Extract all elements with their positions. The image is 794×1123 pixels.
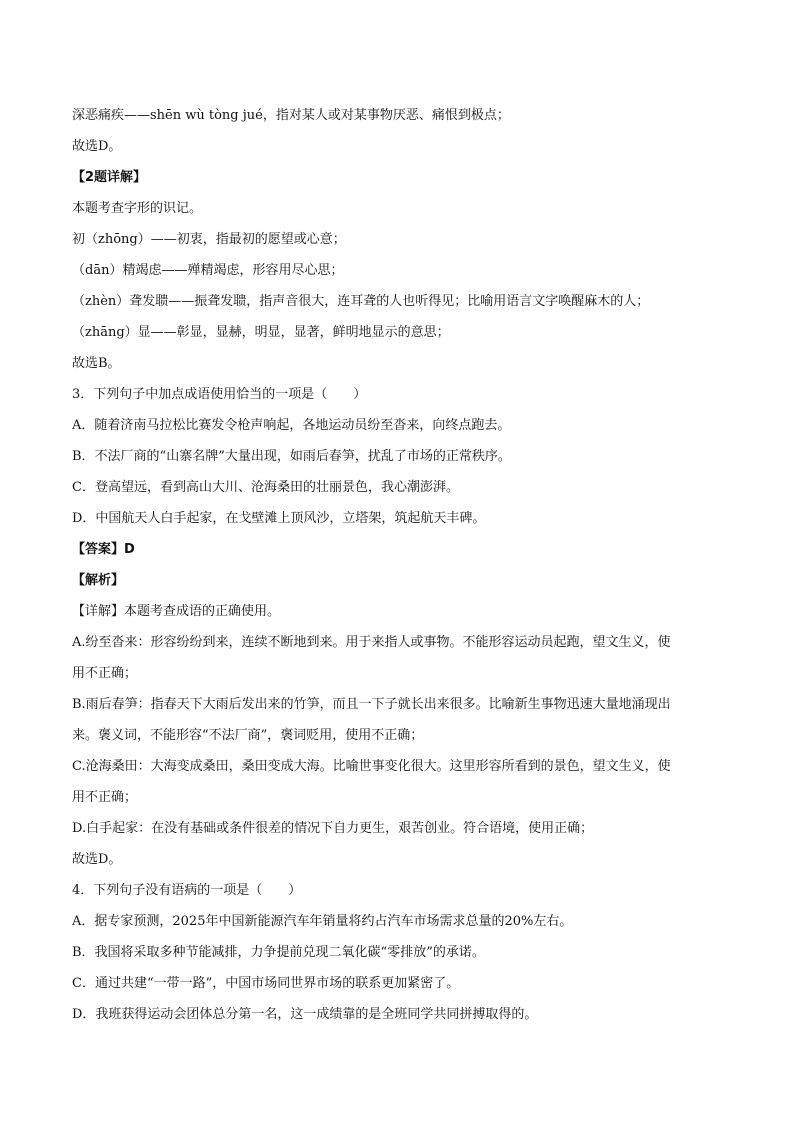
text-line: 深恶痛疾——shēn wù tòng jué，指对某人或对某事物厌恶、痛恨到极点； <box>72 108 510 123</box>
text-line: （zhāng）显——彰显，显赫，明显，显著，鲜明地显示的意思； <box>72 325 450 340</box>
option-a: A．随着济南马拉松比赛发令枪声响起，各地运动员纷至沓来，向终点跑去。 <box>72 418 511 433</box>
text-line: A.纷至沓来：形容纷纷到来，连续不断地到来。用于来指人或事物。不能形容运动员起跑，望文生义，使 <box>72 635 671 650</box>
text-line: 用不正确； <box>72 666 138 681</box>
option-b: B．我国将采取多种节能减排，力争提前兑现二氧化碳“零排放”的承诺。 <box>72 945 485 960</box>
option-d: D．中国航天人白手起家，在戈壁滩上顶风沙，立塔架，筑起航天丰碑。 <box>72 511 486 526</box>
option-b: B．不法厂商的“山寨名牌”大量出现，如雨后春笋，扰乱了市场的正常秩序。 <box>72 449 511 464</box>
text-line: 初（zhōng）——初衷，指最初的愿望或心意； <box>72 232 346 247</box>
answer-heading: 【答案】D <box>72 542 135 557</box>
option-a: A．据专家预测，2025年中国新能源汽车年销量将约占汽车市场需求总量的20%左右。 <box>72 914 573 929</box>
text-line: （dān）精竭虑——殚精竭虑，形容用尽心思； <box>72 263 344 278</box>
analysis-heading: 【解析】 <box>72 573 125 588</box>
text-line: 本题考查字形的识记。 <box>72 201 203 216</box>
text-line: C.沧海桑田：大海变成桑田，桑田变成大海。比喻世事变化很大。这里形容所看到的景色，望文生义，使 <box>72 759 671 774</box>
option-c: C．登高望远，看到高山大川、沧海桑田的壮丽景色，我心潮澎湃。 <box>72 480 459 495</box>
text-line: 用不正确； <box>72 790 138 805</box>
text-line: B.雨后春笋：指春天下大雨后发出来的竹笋，而且一下子就长出来很多。比喻新生事物迅速大量地涌现出 <box>72 697 671 712</box>
question-stem: 3．下列句子中加点成语使用恰当的一项是（ ） <box>72 387 367 402</box>
text-line: （zhèn）聋发聩——振聋发聩，指声音很大，连耳聋的人也听得见；比喻用语言文字唤醒麻木的人； <box>72 294 650 309</box>
text-line: 故选B。 <box>72 356 121 371</box>
text-line: D.白手起家：在没有基础或条件很差的情况下自力更生，艰苦创业。符合语境，使用正确； <box>72 821 594 836</box>
question-stem: 4．下列句子没有语病的一项是（ ） <box>72 883 302 898</box>
text-line: 故选D。 <box>72 852 122 867</box>
document-body <box>72 100 724 1030</box>
section-heading: 【2题详解】 <box>72 170 147 185</box>
text-line: 【详解】本题考查成语的正确使用。 <box>72 604 281 619</box>
option-c: C．通过共建“一带一路”，中国市场同世界市场的联系更加紧密了。 <box>72 976 460 991</box>
text-line: 故选D。 <box>72 139 122 154</box>
text-line: 来。褒义词，不能形容“不法厂商”，褒词贬用，使用不正确； <box>72 728 424 743</box>
option-d: D．我班获得运动会团体总分第一名，这一成绩靠的是全班同学共同拼搏取得的。 <box>72 1007 538 1022</box>
